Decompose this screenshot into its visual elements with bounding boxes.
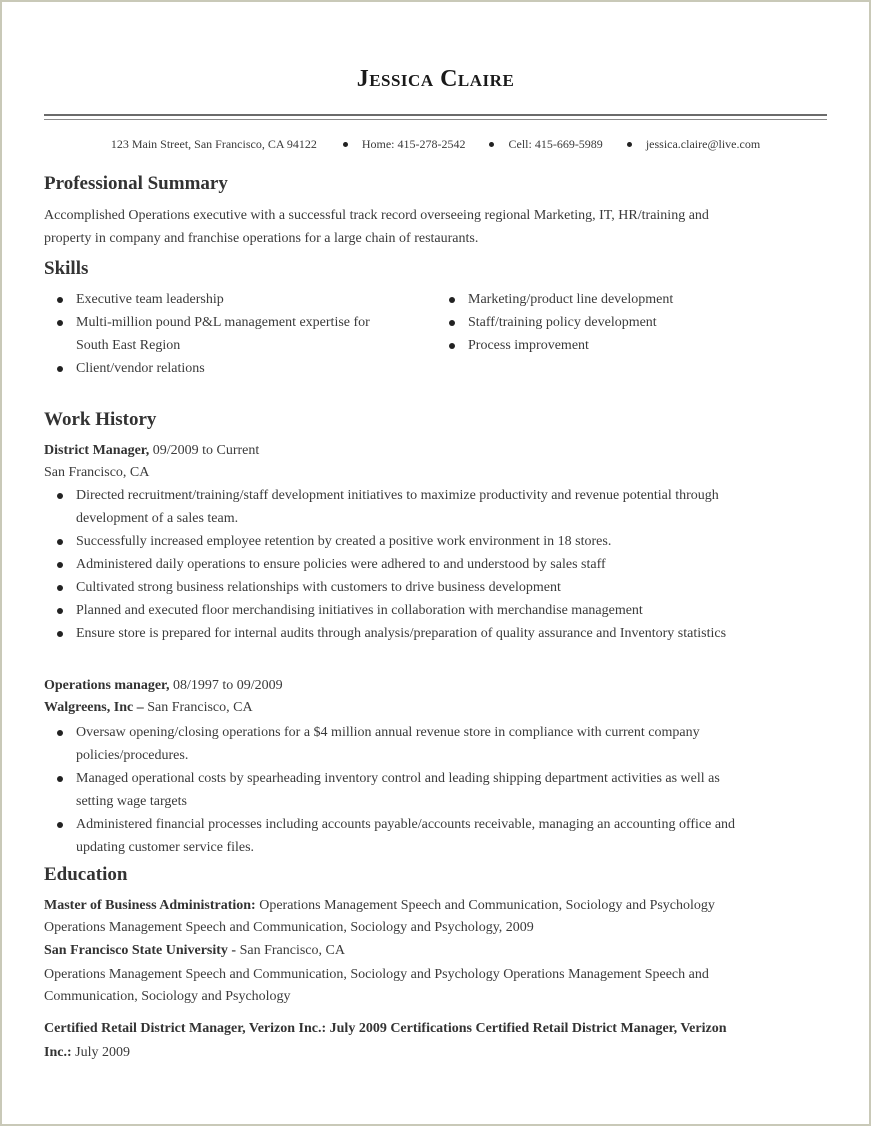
section-heading-summary: Professional Summary (44, 173, 228, 194)
list-item: Marketing/product line development (436, 288, 796, 311)
job-1-location: San Francisco, CA (44, 465, 150, 480)
header-rule-thick (44, 114, 827, 116)
list-item: Ensure store is prepared for internal audits through analysis/preparation of quality assurance and Inventory statistics (44, 622, 734, 645)
job-title: District Manager, (44, 443, 150, 458)
school-name: San Francisco State University - (44, 943, 237, 958)
job-title: Operations manager, (44, 678, 170, 693)
candidate-name: Jessica Claire (356, 66, 515, 92)
job-dates: 08/1997 to 09/2009 (169, 678, 283, 693)
job-1-title-line (44, 440, 764, 462)
contact-cell-phone: Cell: 415-669-5989 (508, 137, 603, 151)
contact-line (0, 137, 871, 152)
list-item: Successfully increased employee retention by created a positive work environment in 18 stores. (44, 530, 734, 553)
section-heading-work: Work History (44, 409, 157, 430)
bullet-separator-icon (489, 142, 494, 147)
certification-date: July 2009 (71, 1045, 130, 1060)
list-item: Staff/training policy development (436, 311, 796, 334)
summary-text: Accomplished Operations executive with a successful track record overseeing regional Marketing, IT, HR/training and property in company and franchise operations for a large chain of restaurants. (44, 208, 709, 246)
list-item: Administered financial processes including accounts payable/accounts receivable, managing an accounting office and updating customer service files. (44, 813, 744, 859)
education-school (44, 940, 764, 962)
contact-address: 123 Main Street, San Francisco, CA 94122 (110, 137, 317, 151)
list-item: Executive team leadership (44, 288, 414, 311)
list-item: Administered daily operations to ensure policies were adhered to and understood by sales staff (44, 553, 734, 576)
contact-home-phone: Home: 415-278-2542 (361, 137, 466, 151)
skills-list-right (436, 288, 796, 357)
list-item: Client/vendor relations (44, 357, 414, 380)
bullet-separator-icon (627, 142, 632, 147)
list-item: Managed operational costs by spearheading inventory control and leading shipping department activities as well as setting wage targets (44, 767, 744, 813)
job-company: Walgreens, Inc – (44, 700, 144, 715)
skills-list-left (44, 288, 414, 380)
contact-email[interactable]: jessica.claire@live.com (645, 137, 761, 151)
list-item: Process improvement (436, 334, 796, 357)
job-2-title-line (44, 675, 764, 697)
job-location: San Francisco, CA (143, 700, 253, 715)
list-item: Directed recruitment/training/staff development initiatives to maximize productivity and revenue potential through development of a sales team. (44, 484, 734, 530)
list-item: Cultivated strong business relationships with customers to drive business development (44, 576, 734, 599)
job-2-company-line (44, 697, 764, 719)
job-1-bullets (44, 484, 734, 645)
job-2-bullets (44, 721, 744, 859)
school-location: San Francisco, CA (236, 943, 345, 958)
education-school-detail: Operations Management Speech and Communication, Sociology and Psychology Operations Management Speech and Communication, Sociology and Psychology (44, 967, 709, 1004)
job-dates: 09/2009 to Current (149, 443, 260, 458)
education-degree (44, 895, 724, 939)
bullet-separator-icon (343, 142, 348, 147)
list-item: Oversaw opening/closing operations for a $4 million annual revenue store in compliance with current company policies/procedures. (44, 721, 744, 767)
degree-detail: Operations Management Speech and Communication, Sociology and Psychology Operations Management Speech and Communication, Sociology and Psychology, 2009 (44, 898, 715, 935)
list-item: Planned and executed floor merchandising initiatives in collaboration with merchandise management (44, 599, 734, 622)
section-heading-skills: Skills (44, 258, 89, 279)
degree-name: Master of Business Administration: (44, 898, 256, 913)
list-item: Multi-million pound P&L management expertise for South East Region (44, 311, 414, 357)
header-rule-thin (44, 119, 827, 120)
section-heading-education: Education (44, 864, 128, 885)
certification-text: Certified Retail District Manager, Verizon Inc.: July 2009 Certifications Certified Retail District Manager, Verizon Inc.: (44, 1021, 727, 1060)
certification (44, 1017, 744, 1065)
